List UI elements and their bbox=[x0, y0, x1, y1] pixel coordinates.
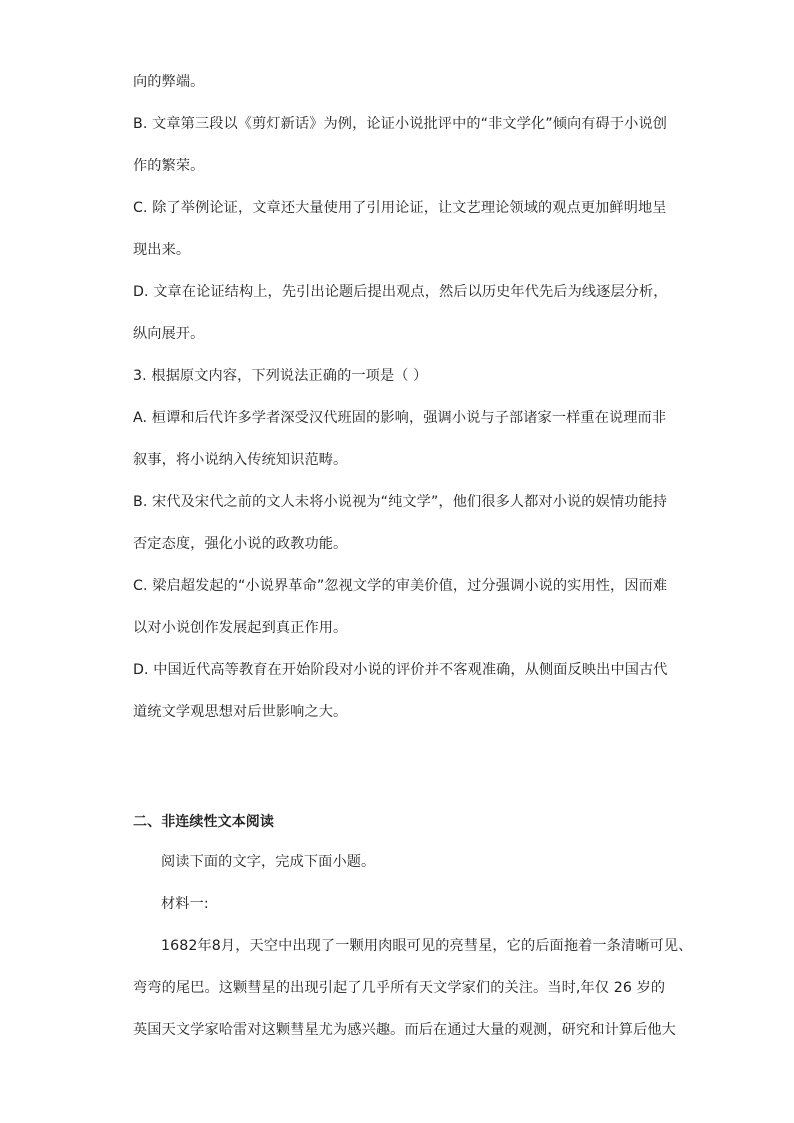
material-paragraph-line-3: 英国天文学家哈雷对这颗彗星尤为感兴趣。而后在通过大量的观测，研究和计算后他大 bbox=[133, 1022, 676, 1038]
q2-option-b-line-2: 作的繁荣。 bbox=[133, 158, 205, 174]
q3-option-b-line-1: B. 宋代及宋代之前的文人未将小说视为“纯文学”，他们很多人都对小说的娱情功能持 bbox=[133, 494, 668, 510]
section-instruction: 阅读下面的文字，完成下面小题。 bbox=[161, 854, 376, 870]
q3-option-c-line-2: 以对小说创作发展起到真正作用。 bbox=[133, 620, 348, 636]
section-heading: 二、非连续性文本阅读 bbox=[133, 814, 274, 830]
q2-option-c-line-2: 现出来。 bbox=[133, 242, 191, 258]
material-paragraph-line-2: 弯弯的尾巴。这颗彗星的出现引起了几乎所有天文学家们的关注。当时,年仅 26 岁的 bbox=[133, 980, 666, 996]
q2-option-d-line-2: 纵向展开。 bbox=[133, 326, 205, 342]
q3-option-d-line-2: 道统文学观思想对后世影响之大。 bbox=[133, 704, 348, 720]
material-label: 材料一: bbox=[161, 896, 209, 912]
q2-option-b-line-1: B. 文章第三段以《剪灯新话》为例，论证小说批评中的“非文学化”倾向有碍于小说创 bbox=[133, 116, 668, 132]
q3-option-a-line-2: 叙事，将小说纳入传统知识范畴。 bbox=[133, 452, 348, 468]
question-3-stem: 3. 根据原文内容，下列说法正确的一项是（ ） bbox=[133, 368, 428, 384]
q2-option-d-line-1: D. 文章在论证结构上，先引出论题后提出观点，然后以历史年代先后为线逐层分析， bbox=[133, 284, 668, 300]
material-paragraph-line-1: 1682年8月，天空中出现了一颗用肉眼可见的亮彗星，它的后面拖着一条清晰可见、 bbox=[161, 938, 693, 954]
q3-option-c-line-1: C. 梁启超发起的“小说界革命”忽视文学的审美价值，过分强调小说的实用性，因而难 bbox=[133, 578, 668, 594]
q2-option-c-line-1: C. 除了举例论证，文章还大量使用了引用论证，让文艺理论领域的观点更加鲜明地呈 bbox=[133, 200, 667, 216]
q3-option-b-line-2: 否定态度，强化小说的政教功能。 bbox=[133, 536, 348, 552]
q3-option-d-line-1: D. 中国近代高等教育在开始阶段对小说的评价并不客观准确，从侧面反映出中国古代 bbox=[133, 662, 668, 678]
q3-option-a-line-1: A. 桓谭和后代许多学者深受汉代班固的影响，强调小说与子部诸家一样重在说理而非 bbox=[133, 410, 667, 426]
continuation-line: 向的弊端。 bbox=[133, 74, 205, 90]
